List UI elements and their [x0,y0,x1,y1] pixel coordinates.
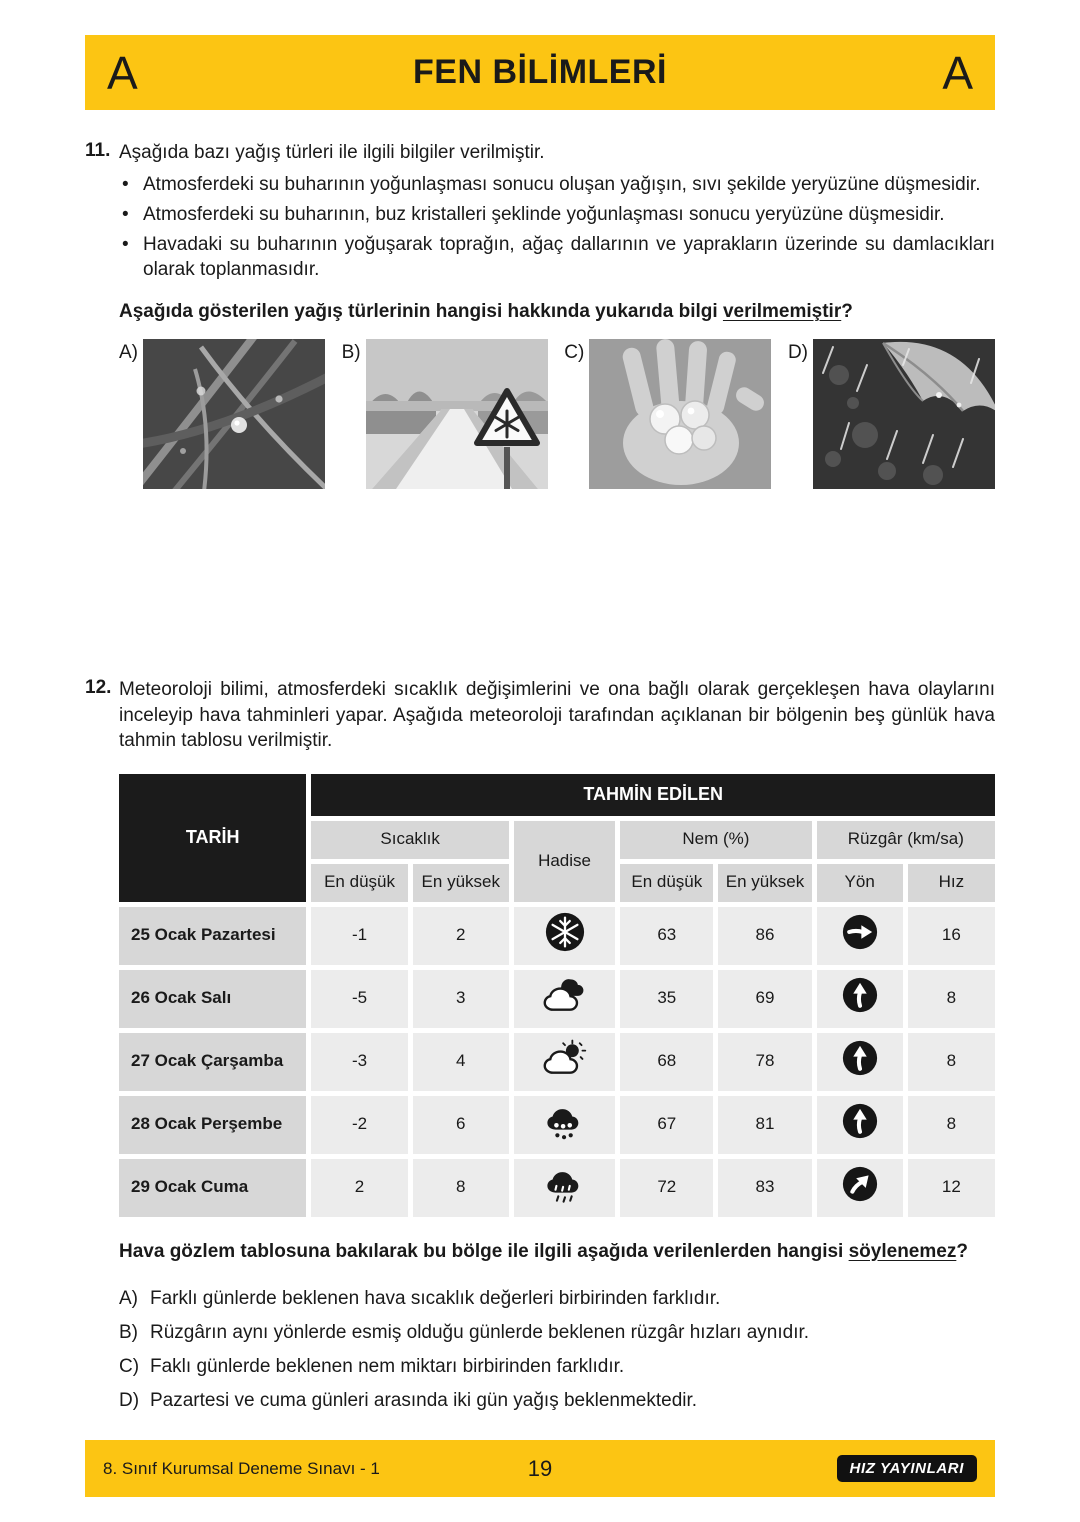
wind-speed-cell: 8 [908,970,995,1028]
table-row [119,1159,995,1217]
temp-min-cell: -3 [311,1033,407,1091]
hum-min-cell: 72 [620,1159,713,1217]
question-11 [85,140,995,489]
option-d-label: D) [787,342,808,364]
date-cell: 25 Ocak Pazartesi [119,907,306,965]
hum-max-cell: 69 [718,970,811,1028]
page-number: 19 [527,1455,553,1481]
page-footer [85,1440,995,1497]
temp-max-cell: 8 [413,1159,509,1217]
option-c-text: Faklı günlerde beklenen nem miktarı birbirinden farklıdır. [150,1355,625,1377]
wind-direction-cell [817,1096,903,1154]
weather-forecast-table [114,769,1000,1222]
question-12-options [119,1286,995,1413]
table-row [119,907,995,965]
question-12 [85,677,995,1413]
hum-max-cell: 83 [718,1159,811,1217]
wind-speed-header: Hız [908,864,995,902]
temp-max-cell: 6 [413,1096,509,1154]
hum-max-header: En yüksek [718,864,811,902]
date-cell: 26 Ocak Salı [119,970,306,1028]
temp-min-header: En düşük [311,864,407,902]
bullet-item [119,202,995,227]
hum-min-cell: 67 [620,1096,713,1154]
temp-min-cell: -5 [311,970,407,1028]
wind-east-icon [842,914,878,950]
option-c-label: C) [564,342,585,364]
date-cell: 28 Ocak Perşembe [119,1096,306,1154]
booklet-letter-right: A [942,46,973,99]
snowy-road-warning-sign-photo [366,339,548,489]
hand-holding-hailstones-photo [589,339,771,489]
bullet-marker: • [122,174,129,196]
booklet-letter-left: A [107,46,138,99]
wind-header: Rüzgâr (km/sa) [817,821,995,859]
date-cell: 29 Ocak Cuma [119,1159,306,1217]
humidity-header: Nem (%) [620,821,811,859]
option-b [342,339,548,489]
page-header [85,35,995,110]
date-cell: 27 Ocak Çarşamba [119,1033,306,1091]
table-row [119,1033,995,1091]
event-cell [514,1159,615,1217]
forecast-group-header: TAHMİN EDİLEN [311,774,995,816]
temperature-header: Sıcaklık [311,821,508,859]
question-11-number: 11. [85,140,111,161]
event-cell [514,907,615,965]
hum-min-header: En düşük [620,864,713,902]
option-a-label: A) [119,1287,138,1309]
hum-max-cell: 78 [718,1033,811,1091]
wind-northeast-icon [842,1166,878,1202]
table-row [119,1096,995,1154]
hum-min-cell: 68 [620,1033,713,1091]
option-c-label: C) [119,1355,140,1377]
option-b [119,1320,995,1345]
partly-sunny-icon [542,1039,588,1077]
option-a [119,1286,995,1311]
date-column-header: TARİH [119,774,306,902]
option-b-label: B) [341,342,361,364]
option-d-label: D) [119,1390,140,1412]
question-11-stem: Aşağıda gösterilen yağış türlerinin hangisi hakkında yukarıda bilgi verilmemiştir? [119,301,853,323]
option-c [564,339,771,489]
rain-shower-icon [543,1164,587,1204]
publisher-logo: HIZ YAYINLARI [837,1455,977,1482]
wind-north-icon [842,1040,878,1076]
question-11-intro: Aşağıda bazı yağış türleri ile ilgili bilgiler verilmiştir. [119,142,545,163]
question-12-stem: Hava gözlem tablosuna bakılarak bu bölge ile ilgili aşağıda verilenlerden hangisi söylenemez? [119,1240,968,1262]
bullet-text: Havadaki su buharının yoğuşarak toprağın, ağaç dallarının ve yaprakların üzerinde su damlacıkları olarak toplanmasıdır. [143,234,995,281]
question-11-options [119,339,995,489]
temp-min-cell: -2 [311,1096,407,1154]
temp-max-header: En yüksek [413,864,509,902]
option-d [788,339,995,489]
wind-speed-cell: 8 [908,1033,995,1091]
temp-max-cell: 4 [413,1033,509,1091]
wind-speed-cell: 12 [908,1159,995,1217]
wind-north-icon [842,1103,878,1139]
option-b-label: B) [119,1321,138,1343]
hum-max-cell: 86 [718,907,811,965]
hum-max-cell: 81 [718,1096,811,1154]
temp-min-cell: -1 [311,907,407,965]
option-c [119,1354,995,1379]
bullet-marker: • [122,234,129,256]
question-12-number: 12. [85,677,112,699]
event-cell [514,1033,615,1091]
bullet-item [119,232,995,282]
underlined-keyword: verilmemiştir [722,301,842,323]
exam-name: 8. Sınıf Kurumsal Deneme Sınavı - 1 [103,1458,380,1478]
bullet-item [119,172,995,197]
wind-north-icon [842,977,878,1013]
wind-direction-header: Yön [817,864,903,902]
table-row [119,970,995,1028]
snow-shower-icon [543,1101,587,1141]
wind-speed-cell: 8 [908,1096,995,1154]
option-a [119,339,325,489]
option-d [119,1388,995,1413]
cloudy-icon [542,976,588,1014]
dew-on-grass-photo [143,339,325,489]
option-a-label: A) [119,342,138,364]
wind-direction-cell [817,907,903,965]
wind-direction-cell [817,1033,903,1091]
option-a-text: Farklı günlerde beklenen hava sıcaklık değerleri birbirinden farklıdır. [150,1287,721,1309]
bullet-text: Atmosferdeki su buharının, buz kristalleri şeklinde yoğunlaşması sonucu yeryüzüne düşmesidir. [143,204,945,226]
event-cell [514,970,615,1028]
temp-min-cell: 2 [311,1159,407,1217]
temp-max-cell: 3 [413,970,509,1028]
bullet-text: Atmosferdeki su buharının yoğunlaşması sonucu oluşan yağışın, sıvı şekilde yeryüzüne düşmesidir. [143,174,981,196]
wind-direction-cell [817,1159,903,1217]
wind-speed-cell: 16 [908,907,995,965]
question-12-intro: Meteoroloji bilimi, atmosferdeki sıcaklık değişimlerini ve ona bağlı olarak gerçekleşen hava olaylarını inceleyip hava tahminleri yapar. Aşağıda meteoroloji tarafından açıklanan bir bölgenin beş günlük hava tahmin tablosu verilmiştir. [119,679,995,751]
wind-direction-cell [817,970,903,1028]
event-cell [514,1096,615,1154]
hum-min-cell: 35 [620,970,713,1028]
event-header: Hadise [514,821,615,902]
snowflake-icon [544,911,586,953]
page-title: FEN BİLİMLERİ [413,53,667,91]
option-b-text: Rüzgârın aynı yönlerde esmiş olduğu günlerde beklenen rüzgâr hızları aynıdır. [150,1321,810,1343]
underlined-keyword: söylenemez [848,1240,957,1262]
question-11-bullets [119,172,995,282]
option-d-text: Pazartesi ve cuma günleri arasında iki gün yağış beklenmektedir. [150,1390,698,1412]
temp-max-cell: 2 [413,907,509,965]
rain-on-umbrella-photo [813,339,995,489]
hum-min-cell: 63 [620,907,713,965]
bullet-marker: • [122,204,129,226]
